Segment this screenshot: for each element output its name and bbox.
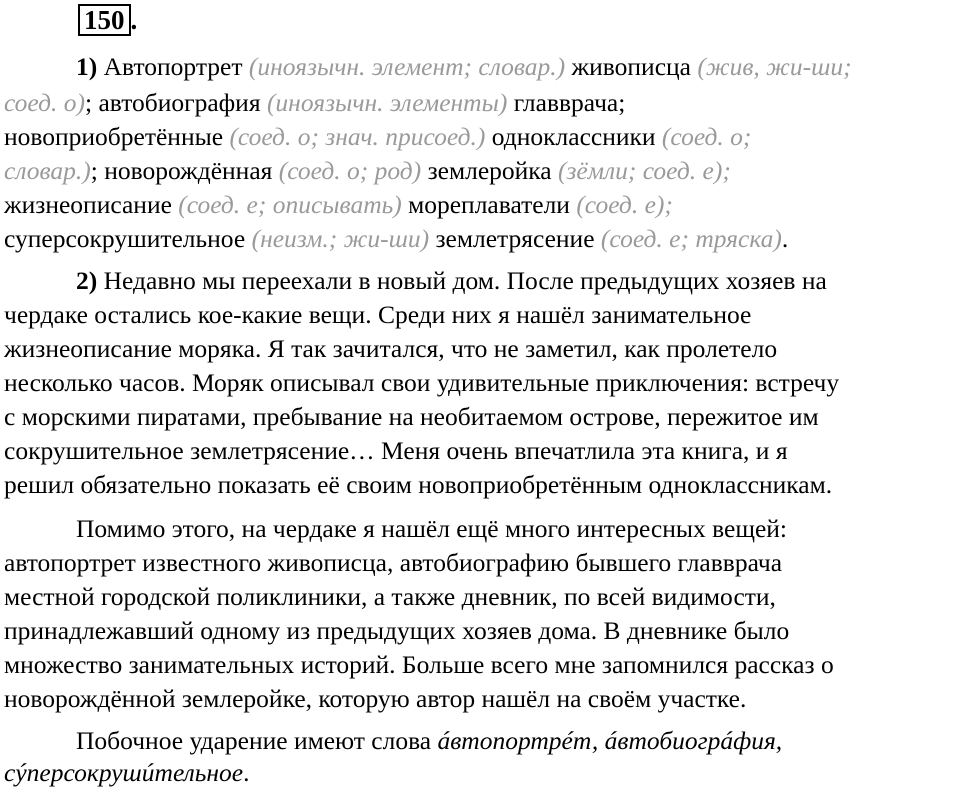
- part2-line-6: сокрушительное землетрясение… Меня очень впечатлила эта книга, и я: [4, 436, 788, 465]
- part2-line-1: 2) Недавно мы переехали в новый дом. После предыдущих хозяев на: [76, 266, 827, 295]
- exercise-number: 150 .: [78, 4, 137, 36]
- word-novorozhdennaya: новорождённая: [104, 156, 273, 185]
- para3-line-1: Побочное ударение имеют слова áвтопортрéт, áвтобиогрáфия,: [76, 726, 783, 755]
- word-novopriobretennye: новоприобретённые: [4, 122, 224, 151]
- para2-line-1: Помимо этого, на чердаке я нашёл ещё много интересных вещей:: [76, 514, 788, 543]
- part1-label: 1): [76, 52, 98, 81]
- stressed-word-last: сýперсокрушúтельное: [4, 758, 244, 787]
- word-zhivopistsa: живописца: [571, 52, 691, 81]
- part2-line-3: жизнеописание моряка. Я так зачитался, что не заметил, как пролетело: [4, 334, 778, 363]
- exercise-number-box: 150: [78, 4, 131, 36]
- word-zhizneopisanie: жизнеописание: [4, 190, 172, 219]
- part2-label: 2): [76, 266, 98, 295]
- part1-line-4: словар.); новорождённая (соед. о; род) землеройка (зёмли; соед. е);: [4, 156, 731, 185]
- stressed-words: áвтопортрéт, áвтобиогрáфия,: [437, 726, 783, 755]
- para2-line-3: местной городской поликлиники, а также дневник, по всей видимости,: [4, 582, 776, 611]
- word-avtobiografiya: автобиография: [98, 88, 261, 117]
- word-glavvracha: главврача;: [513, 88, 626, 117]
- part2-line-4: несколько часов. Моряк описывал свои удивительные приключения: встречу: [4, 368, 840, 397]
- para2-line-5: множество занимательных историй. Больше всего мне запомнился рассказ о: [4, 650, 834, 679]
- word-zemleroyka: землеройка: [427, 156, 552, 185]
- part1-line-5: жизнеописание (соед. е; описывать) мореплаватели (соед. е);: [4, 190, 673, 219]
- part2-line-5: с морскими пиратами, пребывание на необитаемом острове, пережитое им: [4, 402, 819, 431]
- part1-line-6: суперсокрушительное (неизм.; жи-ши) землетрясение (соед. е; тряска).: [4, 224, 789, 253]
- para3-line-2: сýперсокрушúтельное.: [4, 758, 250, 787]
- word-avtoportret: Автопортрет: [103, 52, 243, 81]
- para2-line-2: автопортрет известного живописца, автобиографию бывшего главврача: [4, 548, 783, 577]
- part2-line-2: чердаке остались кое-какие вещи. Среди них я нашёл занимательное: [4, 300, 752, 329]
- part1-line-3: новоприобретённые (соед. о; знач. присоед.) одноклассники (соед. о;: [4, 122, 752, 151]
- para2-line-6: новорождённой землеройке, которую автор нашёл на своём участке.: [4, 684, 747, 713]
- part1-line-2: соед. о); автобиография (иноязычн. элементы) главврача;: [4, 88, 626, 117]
- word-zemletryasenie: землетрясение: [435, 224, 595, 253]
- part1-line-1: 1) Автопортрет (иноязычн. элемент; словар.) живописца (жив, жи-ши;: [76, 52, 852, 81]
- word-supersokrushitelnoe: суперсокрушительное: [4, 224, 246, 253]
- para2-line-4: принадлежавший одному из предыдущих хозяев дома. В дневнике было: [4, 616, 790, 645]
- word-moreplavateli: мореплаватели: [408, 190, 570, 219]
- part2-line-7: решил обязательно показать её своим новоприобретённым одноклассникам.: [4, 470, 833, 499]
- word-odnoklassniki: одноклассники: [491, 122, 656, 151]
